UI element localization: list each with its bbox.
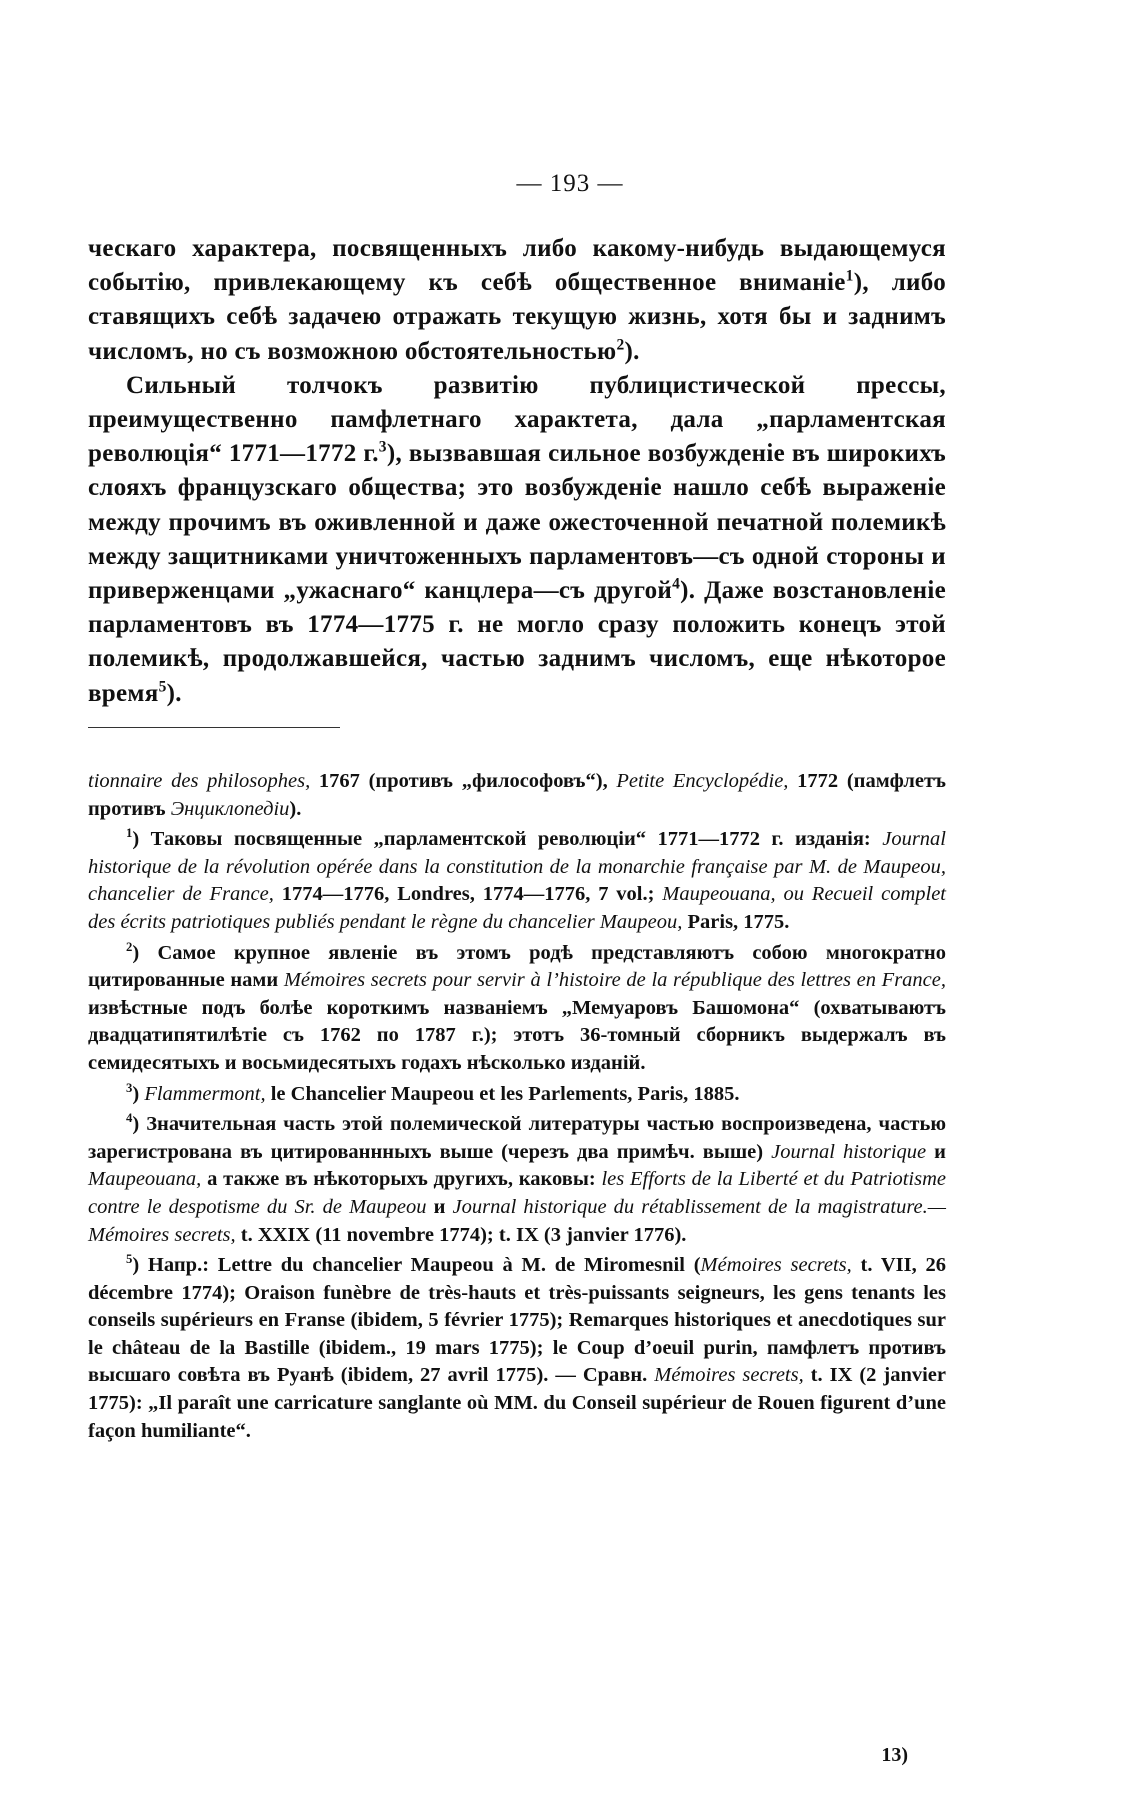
paragraph-1 [88, 232, 946, 369]
paragraph-2 [88, 369, 946, 711]
italic-run: Mémoires secrets pour servir à l’histoire de la république des lettres en France, [283, 969, 946, 992]
italic-run: Journal historique [771, 1140, 927, 1163]
footnote-mark: 5 [126, 1252, 133, 1267]
signature-mark: 13) [881, 1744, 908, 1766]
text-run: ). [289, 797, 302, 820]
text-run: le Chancelier Maupeou et les Parlements, Paris, 1885. [265, 1082, 740, 1105]
italic-run: Journal historique du rétablissement de la magistrature.—Mémoires secrets, [88, 1195, 946, 1246]
text-run: t. VII, 26 décembre 1774); Oraison funèbre de très-hauts et très-puissants seigneurs, les gens tenants les conseils supérieurs en Franse (ibidem, 5 février 1775); Remarques historiques et anecdotiques sur le château de la Bastille (ibidem., 19 mars 1775); le Coup d’oeuil purin, памфлетъ противъ высшаго совѣта въ Руанѣ (ibidem, 27 avril 1775). — Сравн. [88, 1254, 946, 1387]
text-run: 1767 (противъ „философовъ“), [310, 770, 617, 792]
italic-run: Энциклопедіи [170, 797, 290, 820]
footnote-ref: 5 [158, 678, 167, 696]
page-number: — 193 — [516, 170, 624, 197]
footnote-mark: 2 [126, 939, 133, 954]
text-run: а также въ нѣкоторыхъ другихъ, каковы: [201, 1168, 602, 1191]
footnote-divider [88, 727, 340, 728]
text-run: ) Напр.: Lettre du chancelier Maupeou à M. de Miromesnil ( [132, 1254, 701, 1277]
footnote-mark: 1 [126, 826, 133, 841]
text-run: ). [166, 679, 182, 707]
footnote-ref: 1 [845, 267, 854, 285]
footnote-5 [88, 1252, 946, 1445]
footnote-ref: 4 [672, 575, 681, 593]
italic-run: Maupeouana, ou Recueil complet des écrits patriotiques publiés pendant le règne du chancelier Maupeou, [88, 883, 946, 933]
italic-run: Mémoires secrets, [654, 1364, 804, 1387]
text-run: ) Самое крупное явленіе въ этомъ родѣ представляютъ собою многократно цитированные нами [88, 941, 946, 992]
footnote-3 [88, 1081, 946, 1109]
text-run: ) Значительная часть этой полемической литературы частью воспроизведена, частью зарегистрована въ цитированнныхъ выше (черезъ два примѣч. выше) [88, 1113, 946, 1163]
text-run: ческаго характера, посвященныхъ либо какому-нибудь выдающемуся событію, привлекающему къ себѣ общественное вниманіе [88, 235, 946, 297]
italic-run: Maupeouana, [88, 1168, 202, 1191]
italic-run: Journal historique de la révolution opérée dans la constitution de la monarchie française par M. de Maupeou, chancelier de France, [88, 828, 946, 906]
footnotes [88, 768, 946, 1448]
text-run: ), либо ставящихъ себѣ задачею отражать текущую жизнь, хотя бы и заднимъ числомъ, но съ возможною обстоятельностью [88, 269, 946, 365]
italic-run: les Efforts de la Liberté et du Patriotisme contre le despotisme du Sr. de Maupeou [88, 1168, 947, 1218]
text-run: ) Таковы посвященные „парламентской революціи“ 1771—1772 г. изданія: [132, 828, 883, 851]
text-run: 1772 (памфлетъ противъ [88, 770, 946, 820]
text-run: 1774—1776, Londres, 1774—1776, 7 vol.; [273, 883, 663, 906]
text-run: ), вызвавшая сильное возбужденіе въ широкихъ слояхъ французскаго общества; это возбужденіе нашло себѣ выраженіе между прочимъ въ оживленной и даже ожесточенной печатной полемикѣ между защитниками уничтоженныхъ парламентовъ—съ одной стороны и приверженцами „ужаснаго“ канцлера—съ другой [88, 440, 946, 605]
footnote-mark: 3 [126, 1080, 133, 1095]
footnote-ref: 3 [378, 438, 387, 456]
text-run: t. IX (2 janvier 1775): „Il paraît une carricature sanglante où MM. du Conseil supérieur de Rouen figurent d’une façon humiliante“. [88, 1364, 946, 1442]
main-text [88, 232, 946, 711]
text-run: ). [624, 337, 640, 365]
italic-run: tionnaire des philosophes, [88, 770, 311, 792]
text-run: и [926, 1140, 946, 1163]
footnote-mark: 4 [126, 1111, 133, 1126]
footnote-continuation [88, 768, 946, 823]
text-run: Paris, 1775. [682, 910, 790, 933]
footnote-4 [88, 1111, 946, 1249]
text-run: t. XXIX (11 novembre 1774); t. IX (3 janvier 1776). [235, 1223, 687, 1246]
text-run: ) [132, 1082, 145, 1105]
text-run: извѣстные подъ болѣе короткимъ названіемъ „Мемуаровъ Башомона“ (охватываютъ двадцатипятилѣтіе съ 1762 по 1787 г.); этотъ 36-томный сборникъ выдержалъ въ семидесятыхъ и восьмидесятыхъ годахъ нѣсколько изданій. [88, 996, 946, 1074]
text-run: и [426, 1195, 453, 1218]
italic-run: Mémoires secrets, [700, 1254, 852, 1277]
italic-run: Flammermont, [144, 1082, 266, 1105]
footnote-ref: 2 [616, 336, 625, 354]
text-run: ). Даже возстановленіе парламентовъ въ 1774—1775 г. не могло сразу положить конецъ этой полемикѣ, продолжавшейся, частью заднимъ числомъ, еще нѣкоторое время [88, 577, 946, 707]
italic-run: Petite Encyclopédie, [616, 770, 789, 792]
footnote-2 [88, 940, 946, 1078]
text-run: Сильный толчокъ развитію публицистической прессы, преимущественно памфлетнаго характета, дала „парламентская революція“ 1771—1772 г. [88, 371, 946, 468]
footnote-1 [88, 826, 946, 936]
